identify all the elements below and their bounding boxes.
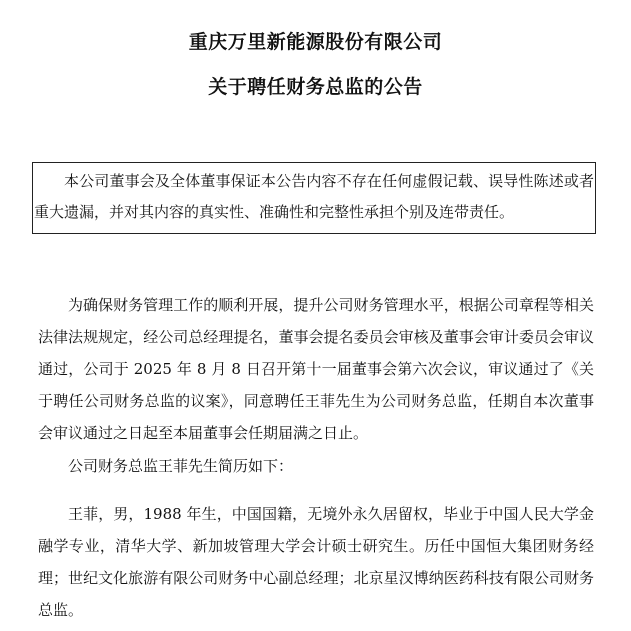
- company-title: 重庆万里新能源股份有限公司: [188, 31, 443, 53]
- paragraph-resume: 王菲，男，1988 年生，中国国籍，无境外永久居留权，毕业于中国人民大学金融学专业，清华大学、新加坡管理大学会计硕士研究生。历任中国恒大集团财务经理；世纪文化旅游有限公司财务中心副总经理；北京星汉博纳医药科技有限公司财务总监。: [38, 505, 594, 619]
- paragraph-appointment: 为确保财务管理工作的顺利开展，提升公司财务管理水平，根据公司章程等相关法律法规规定，经公司总经理提名，董事会提名委员会审核及董事会审计委员会审议通过，公司于 2025 年 8 月 8 日召开第十一届董事会第六次会议，审议通过了《关于聘任公司财务总监的议案》，同意聘任王菲先生为公司财务总监，任期自本次董事会审议通过之日起至本届董事会任期届满之日止。: [38, 296, 594, 442]
- paragraph-resume-intro: 公司财务总监王菲先生简历如下：: [68, 457, 294, 475]
- disclaimer-text: 本公司董事会及全体董事保证本公告内容不存在任何虚假记载、误导性陈述或者重大遗漏，并对其内容的真实性、准确性和完整性承担个别及连带责任。: [34, 172, 594, 221]
- notice-title: 关于聘任财务总监的公告: [208, 76, 423, 98]
